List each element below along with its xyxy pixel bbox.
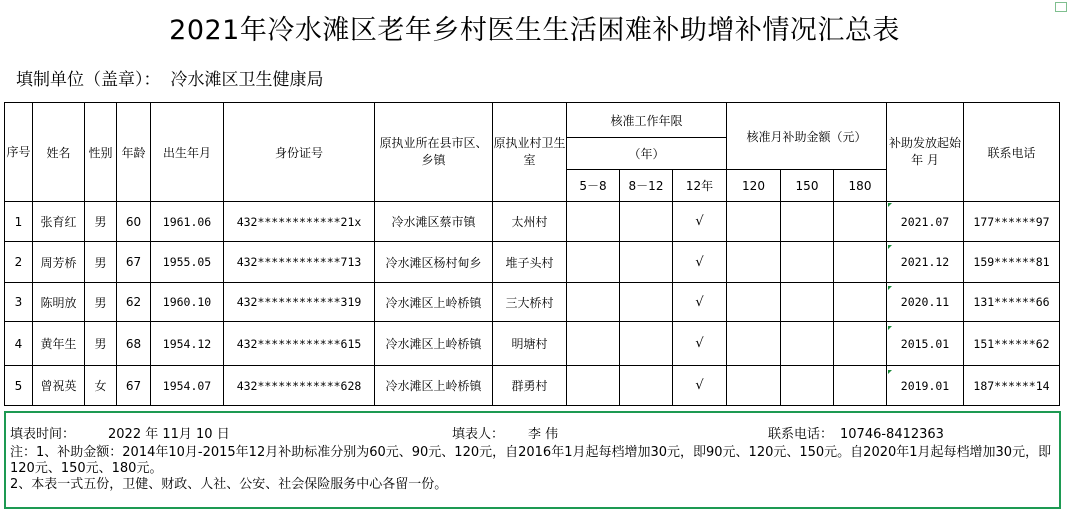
cell-name[interactable]: 曾祝英 xyxy=(33,366,85,406)
cell-empty[interactable] xyxy=(620,202,673,242)
cell-gender[interactable]: 女 xyxy=(85,366,117,406)
cell-phone[interactable]: 187******14 xyxy=(964,366,1060,406)
cell-empty[interactable] xyxy=(834,242,887,283)
cell-age[interactable]: 62 xyxy=(117,283,151,322)
cell-village[interactable]: 堆子头村 xyxy=(493,242,567,283)
table-row xyxy=(5,366,1060,406)
header-phone: 联系电话 xyxy=(964,103,1060,202)
table-row xyxy=(5,242,1060,283)
cell-village[interactable]: 群勇村 xyxy=(493,366,567,406)
cell-phone[interactable]: 159******81 xyxy=(964,242,1060,283)
cell-name[interactable]: 周芳桥 xyxy=(33,242,85,283)
cell-village[interactable]: 三大桥村 xyxy=(493,283,567,322)
cell-empty[interactable] xyxy=(834,366,887,406)
cell-age[interactable]: 67 xyxy=(117,242,151,283)
cell-age[interactable]: 60 xyxy=(117,202,151,242)
cell-birth[interactable]: 1955.05 xyxy=(151,242,224,283)
cell-empty[interactable] xyxy=(781,242,834,283)
table-row xyxy=(5,202,1060,242)
cell-indicator-mark xyxy=(888,203,892,207)
header-birth: 出生年月 xyxy=(151,103,224,202)
fill-date-label: 填表时间： xyxy=(10,427,76,442)
cell-seq[interactable]: 5 xyxy=(5,366,33,406)
table-row xyxy=(5,322,1060,366)
cell-village[interactable]: 太州村 xyxy=(493,202,567,242)
cell-check[interactable]: √ xyxy=(673,242,727,283)
cell-empty[interactable] xyxy=(781,202,834,242)
cell-check[interactable]: √ xyxy=(673,283,727,322)
header-village: 原执业村卫生室 xyxy=(493,103,567,202)
cell-empty[interactable] xyxy=(567,283,620,322)
cell-empty[interactable] xyxy=(620,242,673,283)
cell-empty[interactable] xyxy=(620,366,673,406)
header-name: 姓名 xyxy=(33,103,85,202)
header-years-unit: （年） xyxy=(567,138,727,170)
cell-empty[interactable] xyxy=(567,366,620,406)
cell-empty[interactable] xyxy=(781,322,834,366)
cell-id[interactable]: 432************713 xyxy=(224,242,375,283)
header-years-col: 8－12 xyxy=(620,170,673,202)
cell-town[interactable]: 冷水滩区蔡市镇 xyxy=(375,202,493,242)
cell-start[interactable]: 2020.11 xyxy=(887,283,964,322)
header-amount-col: 150 xyxy=(781,170,834,202)
header-id: 身份证号 xyxy=(224,103,375,202)
header-amount-col: 120 xyxy=(727,170,781,202)
filling-unit-value: 冷水滩区卫生健康局 xyxy=(170,70,324,90)
contact-phone-label: 联系电话： xyxy=(768,427,834,442)
cell-empty[interactable] xyxy=(727,242,781,283)
cell-id[interactable]: 432************615 xyxy=(224,322,375,366)
footer-note-2: 2、本表一式五份，卫健、财政、人社、公安、社会保险服务中心各留一份。 xyxy=(10,477,448,492)
cell-empty[interactable] xyxy=(834,283,887,322)
contact-phone-value: 10746-8412363 xyxy=(840,427,944,442)
cell-name[interactable]: 陈明放 xyxy=(33,283,85,322)
header-town: 原执业所在县市区、乡镇 xyxy=(375,103,493,202)
cell-indicator-mark xyxy=(888,370,892,374)
page-title: 2021年冷水滩区老年乡村医生生活困难补助增补情况汇总表 xyxy=(169,15,900,46)
footer-info-row xyxy=(10,427,1055,445)
header-age: 年龄 xyxy=(117,103,151,202)
cell-indicator-mark xyxy=(888,245,892,249)
cell-empty[interactable] xyxy=(834,322,887,366)
cell-town[interactable]: 冷水滩区上岭桥镇 xyxy=(375,283,493,322)
cell-town[interactable]: 冷水滩区杨村甸乡 xyxy=(375,242,493,283)
header-years-group: 核准工作年限 xyxy=(567,103,727,138)
cell-gender[interactable]: 男 xyxy=(85,242,117,283)
cell-name[interactable]: 张育红 xyxy=(33,202,85,242)
filling-unit-label: 填制单位（盖章）： xyxy=(16,70,161,90)
cell-empty[interactable] xyxy=(781,366,834,406)
cell-age[interactable]: 68 xyxy=(117,322,151,366)
cell-check[interactable]: √ xyxy=(673,322,727,366)
header-years-col: 5－8 xyxy=(567,170,620,202)
cell-name[interactable]: 黄年生 xyxy=(33,322,85,366)
cell-phone[interactable]: 177******97 xyxy=(964,202,1060,242)
cell-seq[interactable]: 1 xyxy=(5,202,33,242)
header-start: 补助发放起始年 月 xyxy=(887,103,964,202)
cell-empty[interactable] xyxy=(727,202,781,242)
fill-date-value: 2022 年 11月 10 日 xyxy=(108,427,230,442)
cell-empty[interactable] xyxy=(727,283,781,322)
header-years-col: 12年 xyxy=(673,170,727,202)
cell-seq[interactable]: 3 xyxy=(5,283,33,322)
summary-table xyxy=(4,102,1060,406)
header-amount-group: 核准月补助金额（元） xyxy=(727,103,887,170)
cell-id[interactable]: 432************628 xyxy=(224,366,375,406)
filler-label: 填表人： xyxy=(452,427,505,442)
cell-start[interactable]: 2015.01 xyxy=(887,322,964,366)
cell-village[interactable]: 明塘村 xyxy=(493,322,567,366)
cell-empty[interactable] xyxy=(834,202,887,242)
header-seq: 序号 xyxy=(5,103,33,202)
cell-empty[interactable] xyxy=(727,322,781,366)
cell-birth[interactable]: 1960.10 xyxy=(151,283,224,322)
cell-seq[interactable]: 4 xyxy=(5,322,33,366)
cell-seq[interactable]: 2 xyxy=(5,242,33,283)
cell-age[interactable]: 67 xyxy=(117,366,151,406)
cell-birth[interactable]: 1961.06 xyxy=(151,202,224,242)
cell-phone[interactable]: 131******66 xyxy=(964,283,1060,322)
cell-start[interactable]: 2019.01 xyxy=(887,366,964,406)
filler-value: 李 伟 xyxy=(528,427,559,442)
cell-indicator-mark xyxy=(888,326,892,330)
cell-id[interactable]: 432************319 xyxy=(224,283,375,322)
cell-town[interactable]: 冷水滩区上岭桥镇 xyxy=(375,366,493,406)
cell-empty[interactable] xyxy=(567,242,620,283)
cell-empty[interactable] xyxy=(620,322,673,366)
cell-empty[interactable] xyxy=(567,202,620,242)
cell-empty[interactable] xyxy=(620,283,673,322)
footer-note-1: 注：1、补助金额：2014年10月-2015年12月补助标准分别为60元、90元、120元，自2016年1月起每档增加30元，即90元、120元、150元。自2020年1月起每档增加30元，即120元、150元、180元。 xyxy=(10,445,1052,476)
cell-birth[interactable]: 1954.12 xyxy=(151,322,224,366)
cell-empty[interactable] xyxy=(781,283,834,322)
cell-indicator-mark xyxy=(888,286,892,290)
footer-selection[interactable] xyxy=(4,411,1061,509)
cell-start[interactable]: 2021.12 xyxy=(887,242,964,283)
cell-town[interactable]: 冷水滩区上岭桥镇 xyxy=(375,322,493,366)
cell-gender[interactable]: 男 xyxy=(85,322,117,366)
cell-check[interactable]: √ xyxy=(673,366,727,406)
header-gender: 性别 xyxy=(85,103,117,202)
cell-phone[interactable]: 151******62 xyxy=(964,322,1060,366)
cell-check[interactable]: √ xyxy=(673,202,727,242)
cell-gender[interactable]: 男 xyxy=(85,283,117,322)
cell-empty[interactable] xyxy=(727,366,781,406)
cell-empty[interactable] xyxy=(567,322,620,366)
table-row xyxy=(5,283,1060,322)
header-amount-col: 180 xyxy=(834,170,887,202)
cell-id[interactable]: 432************21x xyxy=(224,202,375,242)
filling-unit xyxy=(16,65,324,95)
cell-gender[interactable]: 男 xyxy=(85,202,117,242)
cell-birth[interactable]: 1954.07 xyxy=(151,366,224,406)
corner-handle-icon xyxy=(1055,2,1067,12)
cell-start[interactable]: 2021.07 xyxy=(887,202,964,242)
